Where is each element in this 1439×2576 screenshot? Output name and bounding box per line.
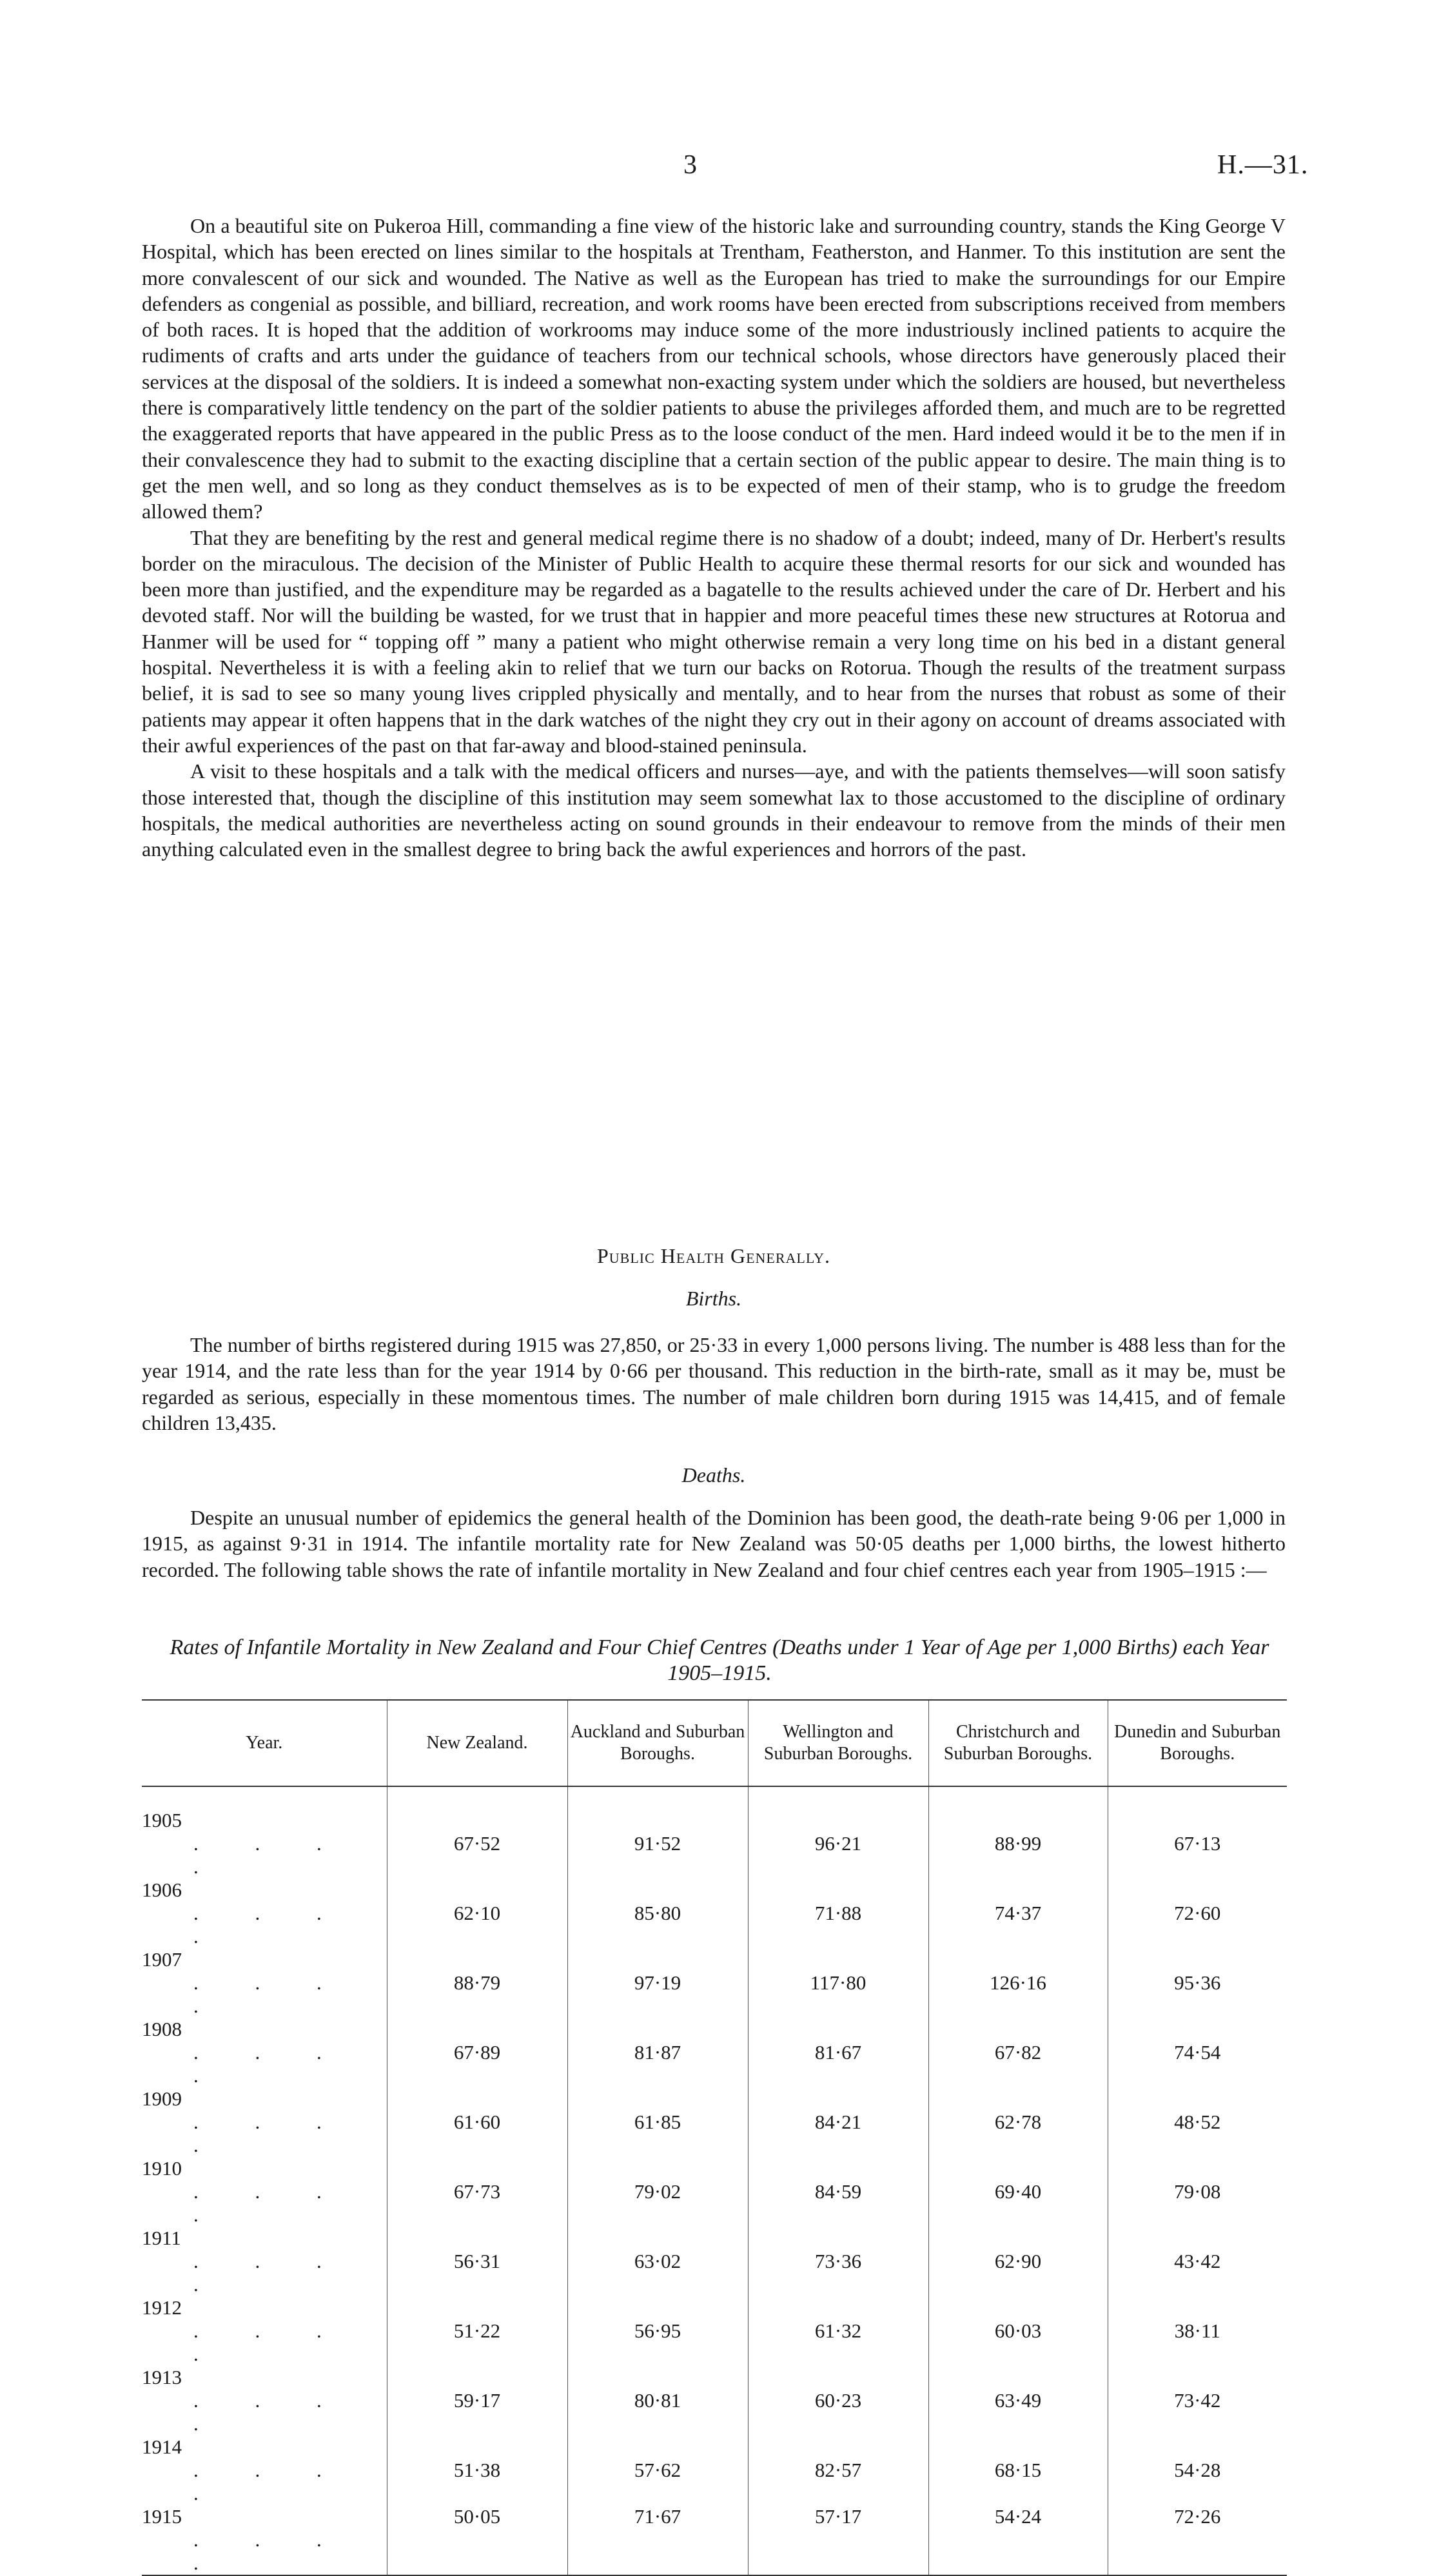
value-cell: 79·08 [1108,2157,1287,2227]
value-cell: 71·88 [748,1878,928,1948]
value-cell: 43·42 [1108,2227,1287,2296]
value-cell: 62·78 [928,2087,1108,2157]
value-cell: 67·82 [928,2018,1108,2087]
value-cell: 56·31 [387,2227,567,2296]
value-cell: 117·80 [748,1948,928,2018]
document-reference: H.—31. [1217,150,1309,180]
value-cell: 63·49 [928,2366,1108,2435]
value-cell: 60·23 [748,2366,928,2435]
table-row [142,1948,1287,2018]
year-cell: 1914. . . . [142,2435,348,2504]
value-cell: 71·67 [567,2505,748,2575]
table-row [142,2227,1287,2296]
year-cell: 1905. . . . [142,1809,348,1878]
value-cell: 69·40 [928,2157,1108,2227]
value-cell: 67·52 [387,1809,567,1878]
value-cell: 72·60 [1108,1878,1287,1948]
value-cell: 73·36 [748,2227,928,2296]
value-cell: 48·52 [1108,2087,1287,2157]
value-cell: 81·67 [748,2018,928,2087]
value-cell: 60·03 [928,2296,1108,2366]
year-cell: 1912. . . . [142,2296,348,2365]
value-cell: 88·99 [928,1809,1108,1878]
mortality-table-container [142,1699,1287,2576]
paragraph-hospital-visit: A visit to these hospitals and a talk with the medical officers and nurses—aye, and with the patients themselves—will soon satisfy those interested that, though the discipline of this institution may seem somewhat lax to those accustomed to the discipline of ordinary hospitals, the medical authorities are nevertheless acting on sound grounds in their endeavour to remove from the minds of their men anything calculated even in the smallest degree to bring back the awful experiences and horrors of the past. [142,759,1286,861]
value-cell: 82·57 [748,2435,928,2505]
value-cell: 74·54 [1108,2018,1287,2087]
births-section [142,1332,1286,1436]
table-row [142,2296,1287,2366]
value-cell: 54·24 [928,2505,1108,2575]
value-cell: 51·22 [387,2296,567,2366]
year-cell: 1909. . . . [142,2087,348,2156]
value-cell: 61·85 [567,2087,748,2157]
value-cell: 88·79 [387,1948,567,2018]
page-number: 3 [683,150,697,180]
deaths-heading: Deaths. [681,1463,746,1487]
value-cell: 95·36 [1108,1948,1287,2018]
section-heading-public-health: Public Health Generally. [597,1244,830,1267]
paragraph-births: The number of births registered during 1915 was 27,850, or 25·33 in every 1,000 persons living. The number is 488 less than for the year 1914, and the rate less than for the year 1914 by 0·66 per thousand. This reduction in the birth-rate, small as it may be, must be regarded as serious, especially in these momentous times. The number of male children born during 1915 was 14,415, and of female children 13,435. [142,1333,1286,1434]
table-row [142,2505,1287,2575]
table-row [142,2157,1287,2227]
table-spacer-row [142,1786,1287,1809]
year-cell: 1908. . . . [142,2018,348,2087]
table-row [142,2366,1287,2435]
value-cell: 56·95 [567,2296,748,2366]
year-cell: 1907. . . . [142,1948,348,2017]
value-cell: 61·60 [387,2087,567,2157]
value-cell: 67·13 [1108,1809,1287,1878]
value-cell: 51·38 [387,2435,567,2505]
table-row [142,2018,1287,2087]
value-cell: 73·42 [1108,2366,1287,2435]
paragraph-deaths: Despite an unusual number of epidemics the general health of the Dominion has been good, the death-rate being 9·06 per 1,000 in 1915, as against 9·31 in 1914. The infantile mortality rate for New Zealand was 50·05 deaths per 1,000 births, the lowest hitherto recorded. The following table shows the rate of infantile mortality in New Zealand and four chief centres each year from 1905–1915 :— [142,1506,1286,1581]
column-header-new-zealand: New Zealand. [387,1700,567,1786]
intro-section [142,213,1286,862]
value-cell: 61·32 [748,2296,928,2366]
table-row [142,1809,1287,1878]
year-cell: 1906. . . . [142,1878,348,1947]
value-cell: 63·02 [567,2227,748,2296]
column-header-wellington: Wellington and Suburban Boroughs. [748,1700,928,1786]
value-cell: 57·62 [567,2435,748,2505]
year-cell: 1915. . . . [142,2505,387,2575]
table-row [142,2435,1287,2505]
table-header-row [142,1700,1287,1786]
value-cell: 68·15 [928,2435,1108,2505]
value-cell: 62·90 [928,2227,1108,2296]
value-cell: 80·81 [567,2366,748,2435]
value-cell: 50·05 [387,2505,567,2575]
column-header-year: Year. [142,1700,387,1786]
value-cell: 67·73 [387,2157,567,2227]
table-row [142,2087,1287,2157]
year-cell: 1910. . . . [142,2157,348,2226]
value-cell: 84·59 [748,2157,928,2227]
table-row [142,1878,1287,1948]
value-cell: 126·16 [928,1948,1108,2018]
value-cell: 81·87 [567,2018,748,2087]
infantile-mortality-table [142,1699,1287,2576]
value-cell: 59·17 [387,2366,567,2435]
paragraph-king-george-hospital: On a beautiful site on Pukeroa Hill, commanding a fine view of the historic lake and surrounding country, stands the King George V Hospital, which has been erected on lines similar to the hospitals at Trentham, Featherston, and Hanmer. To this institution are sent the more convalescent of our sick and wounded. The Native as well as the European has tried to make the surroundings for our Empire defenders as congenial as possible, and billiard, recreation, and work rooms have been erected from subscriptions received from members of both races. It is hoped that the addition of workrooms may induce some of the more industriously inclined patients to acquire the rudiments of crafts and arts under the guidance of teachers from our technical schools, whose directors have generously placed their services at the disposal of the soldiers. It is indeed a somewhat non-exacting system under which the soldiers are housed, but nevertheless there is comparatively little tendency on the part of the soldier patients to abuse the privileges afforded them, and much are to be regretted the exaggerated reports that have appeared in the public Press as to the loose conduct of the men. Hard indeed would it be to the men if in their convalescence they had to submit to the exacting discipline that a certain section of the public appear to desire. The main thing is to get the men well, and so long as they conduct themselves as is to be expected of men of their stamp, who is to grudge the freedom allowed them? [142,214,1286,523]
column-header-auckland: Auckland and Suburban Boroughs. [567,1700,748,1786]
value-cell: 97·19 [567,1948,748,2018]
value-cell: 96·21 [748,1809,928,1878]
value-cell: 79·02 [567,2157,748,2227]
column-header-christchurch: Christchurch and Suburban Boroughs. [928,1700,1108,1786]
value-cell: 54·28 [1108,2435,1287,2505]
value-cell: 57·17 [748,2505,928,2575]
year-cell: 1913. . . . [142,2366,348,2435]
deaths-section [142,1505,1286,1583]
value-cell: 91·52 [567,1809,748,1878]
column-header-dunedin: Dunedin and Suburban Boroughs. [1108,1700,1287,1786]
year-cell: 1911. . . . [142,2227,348,2296]
value-cell: 62·10 [387,1878,567,1948]
value-cell: 72·26 [1108,2505,1287,2575]
value-cell: 74·37 [928,1878,1108,1948]
value-cell: 67·89 [387,2018,567,2087]
value-cell: 85·80 [567,1878,748,1948]
births-heading: Births. [685,1287,742,1310]
paragraph-benefits: That they are benefiting by the rest and general medical regime there is no shadow of a doubt; indeed, many of Dr. Herbert's results border on the miraculous. The decision of the Minister of Public Health to acquire these thermal resorts for our sick and wounded has been more than justified, and the expenditure may be regarded as a bagatelle to the results achieved under the care of Dr. Herbert and his devoted staff. Nor will the building be wasted, for we trust that in happier and more peaceful times these new structures at Rotorua and Hanmer will be used for “ topping off ” many a patient who might otherwise remain a very long time on his bed in a distant general hospital. Nevertheless it is with a feeling akin to relief that we turn our backs on Rotorua. Though the results of the treatment surpass belief, it is sad to see so many young lives crippled physically and mentally, and to hear from the nurses that robust as some of their patients may appear it often happens that in the dark watches of the night they cry out in their agony on account of dreams associated with their awful experiences of the past on that far-away and blood-stained peninsula. [142,525,1286,757]
value-cell: 84·21 [748,2087,928,2157]
table-caption: Rates of Infantile Mortality in New Zealand and Four Chief Centres (Deaths under 1 Year of Age per 1,000 Births) each Year 1905–1915. [170,1635,1269,1685]
value-cell: 38·11 [1108,2296,1287,2366]
